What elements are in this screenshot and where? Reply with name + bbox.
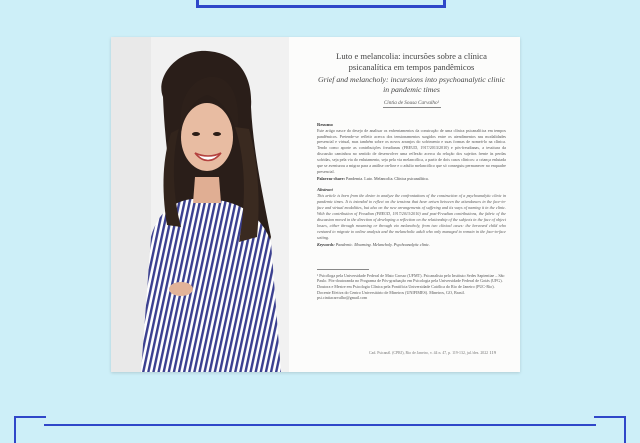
resumo-heading: Resumo xyxy=(317,121,333,127)
article-author: Cíntia de Sousa Carvalho¹ xyxy=(383,100,440,106)
author-portrait-illustration xyxy=(111,37,289,372)
featured-article-card[interactable] xyxy=(111,37,520,372)
author-photo xyxy=(111,37,289,372)
palavras-chave-text: Pandemia. Luto. Melancolia. Clínica psicanalítica. xyxy=(346,175,429,181)
resumo-text: Este artigo nasce do desejo de analisar os enfrentamentos da construção de uma clínica psicanalítica em tempos pandêmicos. Pretende-se refletir acerca dos tensionamentos surgidos entre os atendimentos nas modalidades presencial e virtual, mas também sobre os novos arranjos do sofrimento e suas formas de nomeá-lo na clínica. Tendo como aporte as contribuições freudianas (FREUD, 1917/2013/2010) e pós-freudianas, a tessitura da discussão caminhou no sentido de desenvolver uma reflexão acerca da relação dos sujeitos frente às perdas sofridas, seja pela via do enlutamento, seja pela via melancólica, a partir de dois casos clínicos: a criança enlutada que se aventurou a migrar para a análise on-line e o adulto melancólico que só conseguiu permanecer no enquadre presencial. xyxy=(317,127,506,174)
abstract-heading: Abstract xyxy=(317,187,333,193)
keywords-label: Keywords: xyxy=(317,241,335,247)
keywords-text: Pandemic. Mourning. Melancholy. Psychoanalytic clinic. xyxy=(335,241,430,247)
article-subtitle: Grief and melancholy: incursions into psychoanalytic clinic in pandemic times xyxy=(317,75,506,94)
abstract-text: This article is born from the desire to analyze the confrontations of the construction of a psychoanalytic clinic in pandemic times. It is intended to reflect on the tensions that have arisen between the attendances in the face-to-face and virtual modalities, but also on the new arrangements of suffering and its ways of naming it in the clinic. With the contribution of Freudian (FREUD, 1917/2013/2010) and post-Freudian contributions, the fabric of the discussion moved in the direction of developing a reflection on the relationship of the subjects in the face of object losses, either through mourning or through via melancholy, from two clinical cases: the bereaved child who ventured to migrate to online analysis and the melancholic adult who only managed to remain in the face-to-face setting. xyxy=(317,193,506,240)
bottom-frame-line xyxy=(44,424,596,426)
author-footnote: ¹ Psicóloga pela Universidade Federal de Mato Grosso (UFMT). Psicanalista pelo Instituto Sedes Sapientiae – São Paulo. Pós-doutoranda no Programa de Pós-graduação em Psicologia pela Universidade Federal de Goiás (UFG). Doutora e Mestre em Psicologia Clínica pela Pontifícia Universidade Católica do Rio de Janeiro (PUC-Rio). Docente Efetiva do Centro Universitário de Mineiros (UNIFIMES). Mineiros, GO, Brasil. psi.cintiacarvalho@gmail.com xyxy=(317,272,505,301)
page-number: 119 xyxy=(489,350,496,355)
article-first-page xyxy=(289,37,520,372)
palavras-chave xyxy=(317,176,506,182)
bottom-left-frame-corner xyxy=(14,416,46,443)
top-decorative-bracket xyxy=(196,0,446,8)
article-title: Luto e melancolia: incursões sobre a clínica psicanalítica em tempos pandêmicos xyxy=(336,51,487,72)
palavras-chave-label: Palavras-chave: xyxy=(317,175,345,181)
author-underline xyxy=(383,107,441,108)
bottom-right-frame-corner xyxy=(594,416,626,443)
journal-citation: Cad. Psicanál. (CPRJ), Rio de Janeiro, v. 44 n. 47, p. 119-132, jul./dez. 2022 xyxy=(369,351,489,355)
footnote-rule xyxy=(317,269,369,270)
keywords xyxy=(317,242,506,248)
